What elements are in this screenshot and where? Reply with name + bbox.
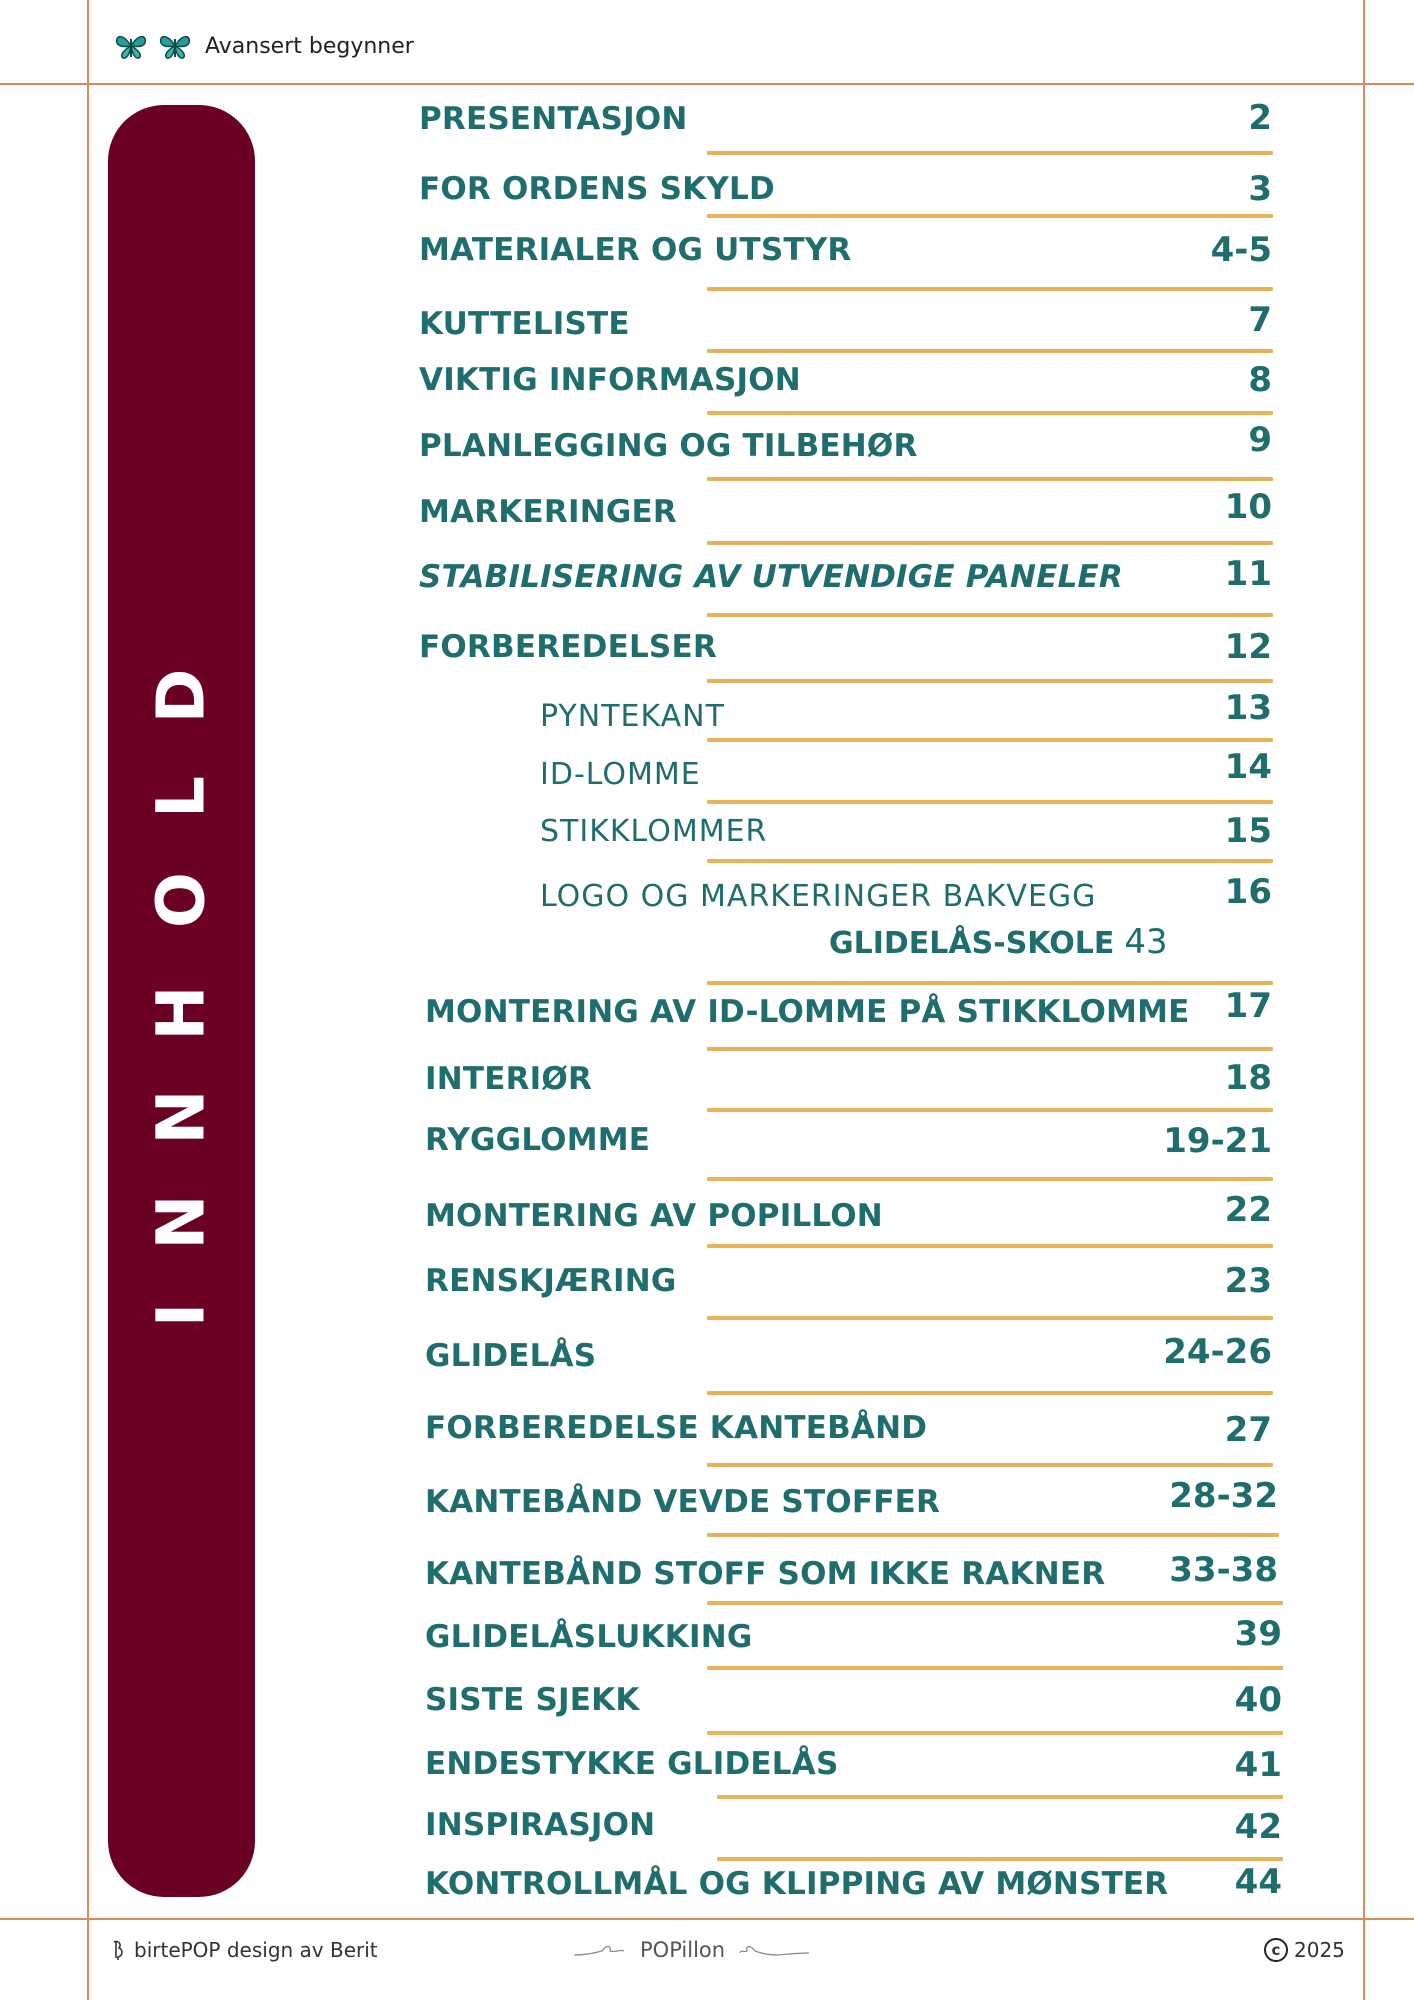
toc-entry-title[interactable]: KUTTELISTE bbox=[419, 306, 630, 342]
toc-special-entry[interactable] bbox=[829, 922, 1168, 962]
toc-entry-title[interactable]: GLIDELÅS bbox=[425, 1338, 597, 1374]
toc-entry-title[interactable]: LOGO OG MARKERINGER BAKVEGG bbox=[540, 879, 1097, 914]
toc-entry-title[interactable]: ID-LOMME bbox=[540, 757, 701, 792]
toc-entry-page: 4-5 bbox=[1210, 230, 1272, 270]
toc-entry-title[interactable]: KONTROLLMÅL OG KLIPPING AV MØNSTER bbox=[425, 1866, 1169, 1902]
toc-rule bbox=[707, 1244, 1273, 1248]
toc-entry-title[interactable]: STABILISERING AV UTVENDIGE PANELER bbox=[419, 559, 1123, 595]
toc-entry-title[interactable]: MARKERINGER bbox=[419, 494, 677, 530]
footer-left-text: birtePOP design av Berit bbox=[134, 1938, 378, 1962]
toc-rule bbox=[707, 1316, 1273, 1320]
toc-rule bbox=[707, 287, 1273, 291]
toc-rule bbox=[707, 1601, 1283, 1605]
toc-entry-page: 40 bbox=[1234, 1680, 1282, 1720]
butterfly-icon bbox=[157, 31, 193, 61]
toc-rule bbox=[717, 1795, 1283, 1799]
footer-copyright bbox=[1264, 1938, 1345, 1962]
toc-entry-title[interactable]: INTERIØR bbox=[425, 1061, 593, 1097]
toc-rule bbox=[707, 859, 1273, 863]
toc-rule bbox=[707, 349, 1273, 353]
toc-entry-page: 22 bbox=[1224, 1190, 1272, 1230]
toc-entry-title[interactable]: GLIDELÅSLUKKING bbox=[425, 1619, 753, 1655]
toc-entry-page: 42 bbox=[1234, 1807, 1282, 1847]
toc-rule bbox=[707, 1731, 1283, 1735]
toc-entry-title[interactable]: ENDESTYKKE GLIDELÅS bbox=[425, 1746, 839, 1782]
toc-entry-title[interactable]: KANTEBÅND VEVDE STOFFER bbox=[425, 1484, 941, 1520]
footer-year: 2025 bbox=[1294, 1938, 1345, 1962]
toc-entry-title[interactable]: STIKKLOMMER bbox=[540, 814, 768, 849]
toc-entry-title[interactable]: RYGGLOMME bbox=[425, 1122, 651, 1158]
toc-entry-title[interactable]: SISTE SJEKK bbox=[425, 1682, 640, 1718]
sidebar-letter: O bbox=[142, 871, 220, 929]
footer-credit bbox=[110, 1938, 378, 1962]
frame-line-right bbox=[1363, 0, 1365, 2000]
page-header bbox=[113, 28, 414, 64]
toc-entry-page: 44 bbox=[1234, 1862, 1282, 1902]
sidebar-letter: I bbox=[142, 1302, 220, 1328]
toc-entry-title[interactable]: PLANLEGGING OG TILBEHØR bbox=[419, 428, 918, 464]
toc-entry-title[interactable]: FORBEREDELSE KANTEBÅND bbox=[425, 1410, 928, 1446]
toc-entry-page: 7 bbox=[1248, 300, 1272, 340]
toc-rule bbox=[707, 679, 1273, 683]
toc-entry-page: 28-32 bbox=[1169, 1476, 1278, 1516]
sidebar-letter: L bbox=[142, 775, 220, 819]
butterfly-icon bbox=[113, 31, 149, 61]
toc-entry-page: 27 bbox=[1224, 1410, 1272, 1450]
toc-rule bbox=[707, 1463, 1273, 1467]
toc-entry-page: 39 bbox=[1234, 1614, 1282, 1654]
footer-brand bbox=[572, 1938, 811, 1962]
toc-entry-page: 10 bbox=[1224, 487, 1272, 527]
toc-entry-page: 33-38 bbox=[1169, 1550, 1278, 1590]
toc-rule bbox=[707, 800, 1273, 804]
footer-center-text: POPillon bbox=[640, 1938, 726, 1962]
toc-rule bbox=[707, 541, 1273, 545]
toc-entry-page: 16 bbox=[1224, 872, 1272, 912]
toc-entry-title[interactable]: RENSKJÆRING bbox=[425, 1263, 677, 1299]
toc-entry-title[interactable]: VIKTIG INFORMASJON bbox=[419, 362, 801, 398]
toc-entry-page: 11 bbox=[1224, 554, 1272, 594]
toc-rule bbox=[707, 1108, 1273, 1112]
toc-entry-title[interactable]: MONTERING AV ID-LOMME PÅ STIKKLOMME bbox=[425, 994, 1190, 1030]
sidebar-letter: D bbox=[142, 668, 220, 724]
toc-entry-page: 8 bbox=[1248, 360, 1272, 400]
sidebar-letter: H bbox=[142, 985, 220, 1041]
toc-entry-page: 14 bbox=[1224, 747, 1272, 787]
toc-entry-title[interactable]: FOR ORDENS SKYLD bbox=[419, 171, 775, 207]
toc-rule bbox=[707, 411, 1273, 415]
toc-rule bbox=[707, 151, 1273, 155]
toc-entry-page: 13 bbox=[1224, 688, 1272, 728]
copyright-icon: c bbox=[1264, 1938, 1288, 1962]
toc-rule bbox=[707, 1666, 1283, 1670]
frame-line-left bbox=[87, 0, 89, 2000]
toc-entry-page: 3 bbox=[1248, 169, 1272, 209]
header-divider bbox=[0, 83, 1414, 85]
toc-entry-page: 2 bbox=[1248, 98, 1272, 138]
swirl-ornament-icon bbox=[739, 1941, 811, 1959]
toc-entry-page: 18 bbox=[1224, 1058, 1272, 1098]
sidebar-letter: N bbox=[142, 1194, 220, 1250]
toc-entry-title[interactable]: MATERIALER OG UTSTYR bbox=[419, 232, 852, 268]
toc-special-title: GLIDELÅS-SKOLE bbox=[829, 926, 1115, 961]
toc-entry-page: 24-26 bbox=[1163, 1332, 1272, 1372]
toc-entry-title[interactable]: FORBEREDELSER bbox=[419, 629, 717, 665]
toc-entry-page: 19-21 bbox=[1163, 1121, 1272, 1161]
toc-entry-title[interactable]: KANTEBÅND STOFF SOM IKKE RAKNER bbox=[425, 1556, 1106, 1592]
toc-rule bbox=[707, 738, 1273, 742]
toc-entry-title[interactable]: MONTERING AV POPILLON bbox=[425, 1198, 883, 1234]
toc-rule bbox=[717, 1857, 1283, 1861]
toc-entry-title[interactable]: INSPIRASJON bbox=[425, 1807, 656, 1843]
toc-entry-page: 17 bbox=[1224, 986, 1272, 1026]
toc-entry-page: 15 bbox=[1224, 811, 1272, 851]
toc-entry-page: 9 bbox=[1248, 420, 1272, 460]
toc-entry-title[interactable]: PYNTEKANT bbox=[540, 699, 725, 734]
sidebar-letter: N bbox=[142, 1089, 220, 1145]
toc-rule bbox=[707, 214, 1273, 218]
toc-rule bbox=[707, 613, 1273, 617]
header-title: Avansert begynner bbox=[205, 33, 414, 59]
toc-entry-page: 41 bbox=[1234, 1745, 1282, 1785]
toc-rule bbox=[707, 1177, 1273, 1181]
toc-rule bbox=[707, 1047, 1273, 1051]
toc-entry-page: 23 bbox=[1224, 1261, 1272, 1301]
toc-entry-title[interactable]: PRESENTASJON bbox=[419, 101, 688, 137]
footer-divider bbox=[0, 1918, 1414, 1920]
toc-rule bbox=[707, 981, 1273, 985]
swirl-ornament-icon bbox=[572, 1941, 626, 1959]
toc-special-page: 43 bbox=[1124, 922, 1168, 962]
logo-icon bbox=[110, 1938, 128, 1962]
toc-rule bbox=[707, 1391, 1273, 1395]
toc-rule bbox=[707, 1533, 1279, 1537]
toc-entry-page: 12 bbox=[1224, 627, 1272, 667]
toc-rule bbox=[707, 477, 1273, 481]
